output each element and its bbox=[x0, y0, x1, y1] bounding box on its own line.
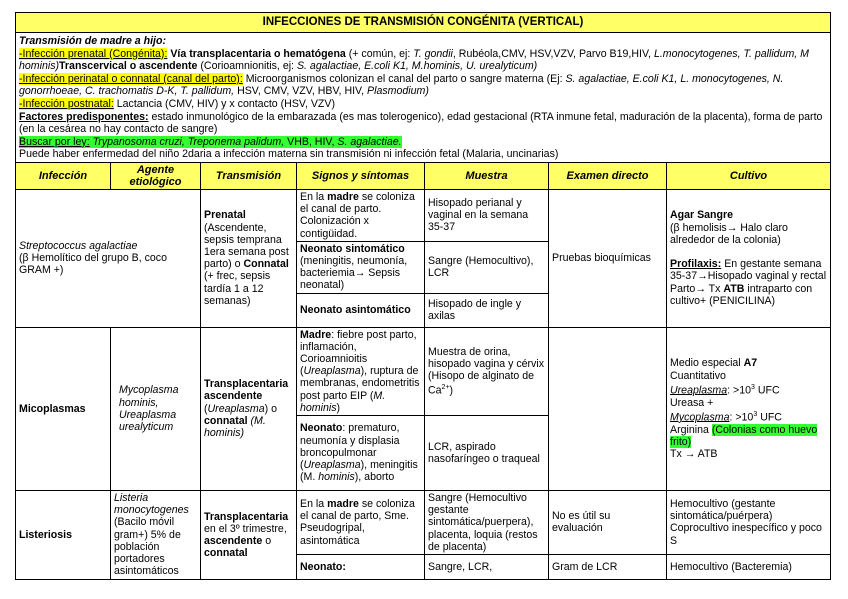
perinatal-examples-2: Plasmodium) bbox=[367, 85, 429, 98]
myco-trans-text: ( bbox=[204, 402, 208, 415]
myco-m1-end: ) bbox=[449, 384, 454, 397]
myco-trans-italic-2: (M. hominis) bbox=[204, 414, 266, 440]
myco-c5-u: Mycoplasma bbox=[670, 411, 730, 424]
myco-s2-text-2: ), meningitis (M. bbox=[300, 459, 418, 484]
buscar-examples-2: S. agalactiae. bbox=[337, 135, 402, 148]
intro-block bbox=[16, 33, 831, 163]
infection-table bbox=[15, 12, 831, 580]
myco-s1-text-2: ), ruptura de membranas, endometritis post parto EIP ( bbox=[300, 365, 420, 402]
myco-c3-end: UFC bbox=[757, 384, 780, 397]
perinatal-label: -Infección perinatal o connatal (canal del parto): bbox=[19, 72, 243, 85]
strep-c-prof-text: En gestante semana 35-37→Hisopado vaginal y rectal bbox=[670, 258, 827, 283]
listeria-cultivo-2: Hemocultivo (Bacteremia) bbox=[667, 555, 831, 580]
myco-c1-bold: A7 bbox=[743, 357, 758, 370]
perinatal-text-2: HSV, CMV, VZV, HBV, HIV, bbox=[237, 85, 365, 98]
listeria-examen-2: Gram de LCR bbox=[549, 555, 667, 580]
myco-c2: Cuantitativo bbox=[670, 369, 726, 382]
strep-sign-madre bbox=[297, 189, 425, 241]
buscar-text: VHB, HIV, bbox=[287, 135, 335, 148]
myco-trans-bold: Transplacentaria ascendente bbox=[204, 378, 289, 403]
myco-s1-italic: Ureaplasma bbox=[303, 365, 361, 378]
strep-sample-1: Hisopado perianal y vaginal en la semana 35-37 bbox=[425, 189, 549, 241]
col-header-examen: Examen directo bbox=[549, 162, 667, 189]
strep-agent-desc: (β Hemolítico del grupo B, coco GRAM +) bbox=[19, 252, 167, 277]
listeria-sign-neonato: Neonato: bbox=[297, 555, 425, 580]
strep-sample-3: Hisopado de ingle y axilas bbox=[425, 293, 549, 327]
myco-sign-neonato bbox=[297, 415, 425, 490]
col-header-transmision: Transmisión bbox=[201, 162, 297, 189]
perinatal-text: Microorganismos colonizan el canal del parto o sangre materna (Ej: bbox=[245, 72, 563, 85]
myco-sample-1 bbox=[425, 327, 549, 415]
strep-s1-pre: En la bbox=[300, 190, 325, 203]
myco-s1-bold: Madre bbox=[300, 328, 332, 341]
myco-c5-sup: 3 bbox=[753, 410, 758, 418]
postnatal-text: Lactancia (CMV, HIV) y x contacto (HSV, VZV) bbox=[116, 97, 335, 110]
myco-agent bbox=[111, 327, 201, 490]
perinatal-examples: S. agalactiae, E.coli K1, L. monocytogenes, N. gonorrhoeae, C. trachomatis D-K, T. pallidum, bbox=[19, 72, 784, 98]
prenatal-transcervical: Transcervical o ascendente bbox=[59, 60, 198, 73]
myco-c3-u: Ureaplasma bbox=[670, 384, 728, 397]
header-row bbox=[16, 162, 831, 189]
strep-agent-name: Streptococcus agalactiae bbox=[19, 239, 138, 252]
listeria-examen-1: No es útil su evaluación bbox=[549, 490, 667, 554]
prenatal-text-3: (Corioamnionitis, ej: bbox=[200, 60, 295, 73]
myco-s2-italic-2: hominis bbox=[318, 471, 355, 484]
strep-sign-asintomatico: Neonato asintomático bbox=[297, 293, 425, 327]
listeria-trans-text: en el 3º trimestre, bbox=[204, 522, 287, 535]
prenatal-via: Vía transplacentaria o hematógena bbox=[170, 47, 346, 60]
strep-trans-text: (Ascendente, sepsis temprana 1era semana post parto) o bbox=[204, 221, 289, 271]
myco-s1-text: : fiebre post parto, inflamación, Corioamnioitis ( bbox=[300, 328, 417, 378]
strep-c-bold: Agar Sangre bbox=[670, 209, 733, 222]
strep-trans-prenatal: Prenatal bbox=[204, 209, 246, 222]
factores-label: Factores predisponentes: bbox=[19, 110, 149, 123]
myco-c3: : >10 bbox=[727, 384, 751, 397]
strep-agent-cell bbox=[16, 189, 201, 327]
prenatal-examples-2: L.monocytogenes, T. pallidum, M hominis) bbox=[19, 47, 809, 73]
myco-m1-sup: 2+ bbox=[441, 384, 450, 392]
listeria-cultivo-1: Hemocultivo (gestante sintomática/puérpera) Coprocultivo inespecífico y poco S bbox=[667, 490, 831, 554]
myco-s1-italic-2: M. hominis bbox=[300, 389, 386, 414]
myco-s2-text: : prematuro, neumonía y displasia broncopulmonar ( bbox=[300, 422, 400, 472]
listeria-trans-text-2: o bbox=[265, 534, 272, 547]
listeria-transmission bbox=[201, 490, 297, 579]
myco-c5: : >10 bbox=[729, 411, 754, 424]
intro-note: Puede haber enfermedad del niño 2daria a infección materna sin transmisión ni infección fetal (Malaria, uncinarias) bbox=[19, 148, 559, 161]
myco-c6-hl: (Colonias como huevo frito) bbox=[670, 423, 818, 448]
strep-c-text: (β hemolisis→ Halo claro alrededor de la colonia) bbox=[670, 221, 788, 246]
buscar-label: Buscar por ley: bbox=[19, 135, 90, 148]
listeria-sample-1: Sangre (Hemocultivo gestante sintomática/puerpera), placenta, loquia (restos de placenta) bbox=[425, 490, 549, 554]
myco-agent-2: Ureaplasma urealyticum bbox=[119, 408, 177, 433]
listeria-trans-bold: Transplacentaria bbox=[204, 510, 289, 523]
strep-sample-2: Sangre (Hemocultivo), LCR bbox=[425, 241, 549, 293]
listeria-s1-pre: En la bbox=[300, 498, 325, 511]
strep-s1-text: se coloniza el canal de parto. Colonización x contigüidad. bbox=[300, 190, 415, 240]
prenatal-examples: T. gondii bbox=[413, 47, 453, 60]
col-header-cultivo: Cultivo bbox=[667, 162, 831, 189]
myco-agent-1: Mycoplasma hominis, bbox=[119, 384, 179, 409]
listeria-s1-bold: madre bbox=[327, 498, 359, 511]
strep-c-atb: ATB bbox=[723, 282, 745, 295]
col-header-signos: Signos y síntomas bbox=[297, 162, 425, 189]
infection-table-sheet bbox=[15, 12, 830, 580]
strep-trans-connatal: Connatal bbox=[243, 258, 289, 271]
myco-sample-2: LCR, aspirado nasofaríngeo o traqueal bbox=[425, 415, 549, 490]
strep-cultivo bbox=[667, 189, 831, 327]
strep-s1-bold: madre bbox=[327, 190, 359, 203]
prenatal-text-2: , Rubéola,CMV, HSV,VZV, Parvo B19,HIV, bbox=[452, 47, 651, 60]
strep-c-parto: Parto→ Tx bbox=[670, 282, 721, 295]
strep-c-parto-2: intraparto con cultivo+ (PENICILINA) bbox=[670, 282, 813, 307]
listeria-s1-text: se coloniza el canal de parto, Sme. Pseudogripal, asintomática bbox=[300, 498, 415, 547]
listeria-agent bbox=[111, 490, 201, 579]
col-header-agente: Agente etiológico bbox=[111, 162, 201, 189]
strep-s2-text: (meningitis, neumonía, bacteriemia→ Sepsis neonatal) bbox=[300, 254, 408, 292]
prenatal-label: -Infección prenatal (Congénita): bbox=[19, 47, 168, 60]
listeria-agent-italic: Listeria monocytogenes bbox=[114, 491, 189, 517]
myco-trans-text-2: ) o bbox=[264, 402, 278, 415]
myco-s2-italic: Ureaplasma bbox=[303, 459, 361, 472]
strep-c-prof-label: Profilaxis: bbox=[670, 258, 722, 271]
strep-sign-sintomatico bbox=[297, 241, 425, 293]
myco-c4: Ureasa + bbox=[670, 396, 714, 409]
myco-m1: Muestra de orina, hisopado vagina y cérvix (Hisopo de alginato de Ca bbox=[428, 345, 545, 397]
listeria-trans-bold-2: ascendente bbox=[204, 534, 263, 547]
myco-infection: Micoplasmas bbox=[16, 327, 111, 490]
myco-c7: Tx → ATB bbox=[670, 447, 718, 460]
table-row bbox=[16, 490, 831, 554]
strep-examen: Pruebas bioquímicas bbox=[549, 189, 667, 327]
myco-s1-text-3: ) bbox=[336, 401, 341, 414]
strep-trans-text-2: (+ frec, sepsis tardía 1 a 12 semanas) bbox=[204, 270, 271, 307]
col-header-infeccion: Infección bbox=[16, 162, 111, 189]
listeria-infection: Listeriosis bbox=[16, 490, 111, 579]
prenatal-examples-3: S. agalactiae, E.coli K1, M.hominis, U. urealyticum) bbox=[296, 60, 538, 73]
myco-transmission bbox=[201, 327, 297, 490]
myco-s2-bold: Neonato bbox=[300, 422, 343, 435]
myco-cultivo bbox=[667, 327, 831, 490]
myco-s2-text-3: ), aborto bbox=[354, 471, 395, 484]
myco-sign-madre bbox=[297, 327, 425, 415]
listeria-sample-2: Sangre, LCR, bbox=[425, 555, 549, 580]
factores-text: estado inmunológico de la embarazada (es mas tolerogenico), edad gestacional (RTA inmune fetal, maduración de la placenta), forma de parto (en la cesárea no hay contacto de sangre) bbox=[19, 110, 823, 136]
myco-trans-italic: Ureaplasma bbox=[207, 402, 265, 415]
listeria-trans-bold-3: connatal bbox=[204, 547, 248, 560]
myco-c5-end: UFC bbox=[760, 411, 782, 424]
buscar-examples: Trypanosoma cruzi, Treponema palidum, bbox=[92, 135, 285, 148]
intro-heading: Transmisión de madre a hijo: bbox=[19, 35, 166, 47]
myco-examen bbox=[549, 327, 667, 490]
prenatal-text: (+ común, ej: bbox=[348, 47, 411, 60]
strep-transmission bbox=[201, 189, 297, 327]
myco-trans-connatal: connatal bbox=[204, 414, 248, 427]
table-title: INFECCIONES DE TRANSMISIÓN CONGÉNITA (VERTICAL) bbox=[16, 13, 831, 33]
myco-c3-sup: 3 bbox=[750, 383, 755, 391]
listeria-sign-madre bbox=[297, 490, 425, 554]
strep-s2-bold: Neonato sintomático bbox=[300, 242, 405, 255]
postnatal-label: -Infección postnatal: bbox=[19, 97, 114, 110]
myco-c1: Medio especial bbox=[670, 357, 741, 370]
table-row bbox=[16, 327, 831, 415]
table-row bbox=[16, 189, 831, 241]
listeria-agent-text: (Bacilo móvil gram+) 5% de población portadores asintomáticos bbox=[114, 516, 181, 578]
col-header-muestra: Muestra bbox=[425, 162, 549, 189]
myco-c6: Arginina bbox=[670, 423, 709, 436]
